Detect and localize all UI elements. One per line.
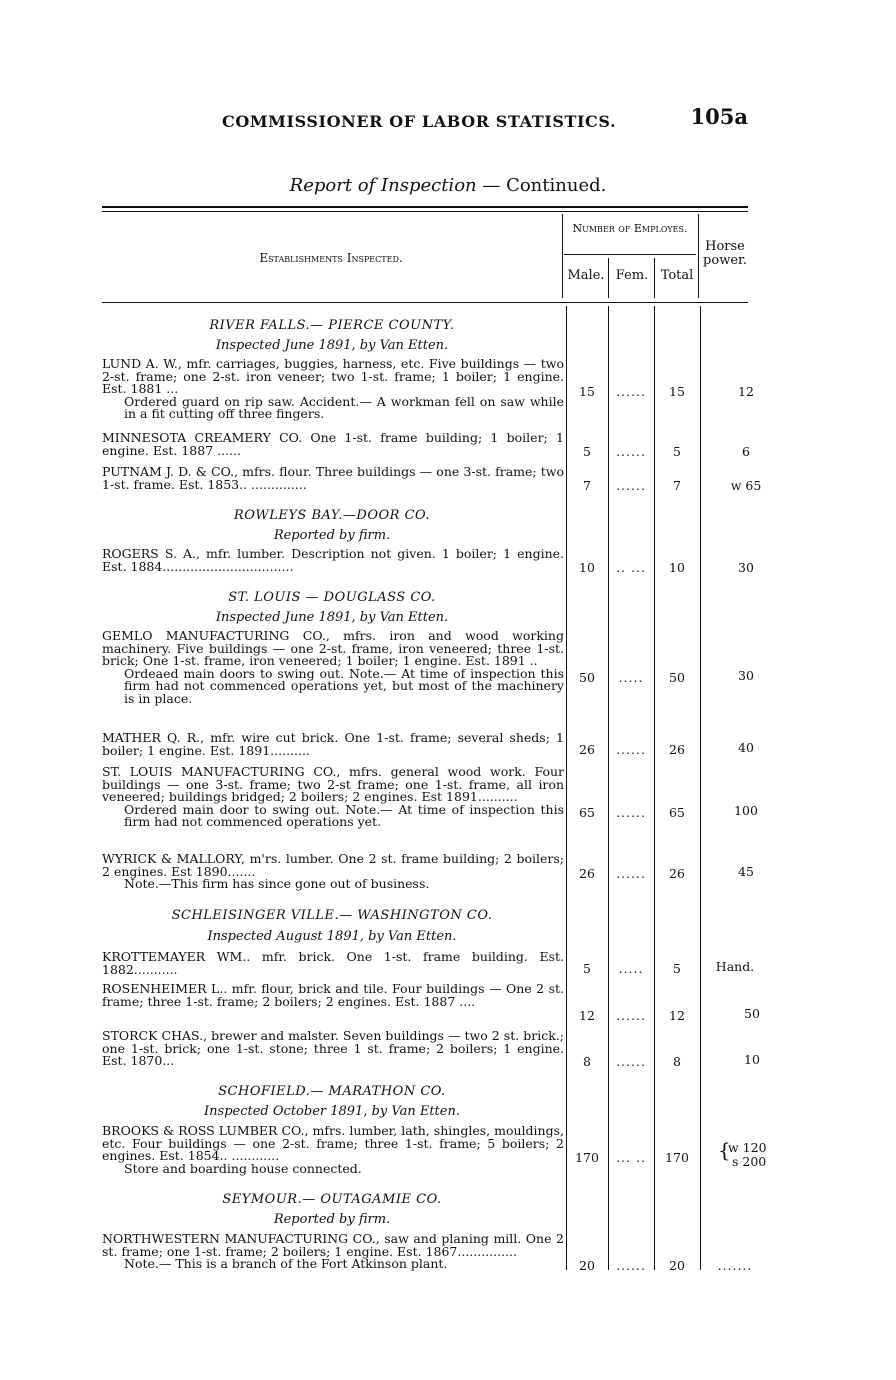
entry-text: GEMLO MANUFACTURING CO., mfrs. iron and wood working machinery. Five buildings — one 2-st. frame, iron veneered; three 1-st. brick; One 1-st. frame, iron veneered; 1 boiler; 1 engine. Est. 1891 .. (102, 628, 564, 668)
horse-power: w 65 (730, 478, 762, 493)
horse-power: 10 (744, 1052, 760, 1067)
fem-count: ...... (616, 478, 646, 493)
header-vline-2 (608, 258, 609, 298)
male-count: 7 (583, 478, 591, 493)
entry-rosenheimer (102, 983, 564, 1008)
male-count: 26 (579, 742, 595, 757)
section-town: ROWLEYS BAY.—DOOR CO. (233, 508, 431, 523)
header-vline-1 (562, 214, 563, 298)
section-town: SCHOFIELD.— MARATHON CO. (218, 1084, 446, 1099)
section-inspected (102, 1212, 562, 1227)
entry-note: Store and boarding house connected. (124, 1160, 362, 1176)
entry-note: Ordeaed main doors to swing out. Note.— At time of inspection this firm had not commenced operations yet, but most of the machinery is in place. (124, 665, 564, 706)
total-count: 5 (673, 961, 681, 976)
horse-power: 100 (734, 803, 758, 818)
total-count: 15 (669, 384, 685, 399)
horse-power: Hand. (715, 959, 755, 974)
horse-power: 50 (744, 1006, 760, 1021)
horse-power: ....... (717, 1258, 753, 1273)
total-count: 65 (669, 805, 685, 820)
section-town: RIVER FALLS.— PIERCE COUNTY. (209, 318, 455, 333)
total-count: 20 (669, 1258, 685, 1273)
col-header-male: Male. (567, 268, 605, 283)
entry-storck (102, 1030, 564, 1068)
col-header-horse-power: Horse power. (703, 239, 747, 268)
total-count: 5 (673, 444, 681, 459)
horse-power: 30 (738, 560, 754, 575)
entry-text: MINNESOTA CREAMERY CO. One 1-st. frame building; 1 boiler; 1 engine. Est. 1887 ...... (102, 430, 564, 458)
male-count: 170 (575, 1150, 599, 1165)
entry-note: Note.— This is a branch of the Fort Atkinson plant. (124, 1256, 448, 1271)
body-vline-fem (608, 306, 609, 1270)
entry-putnam (102, 466, 564, 491)
section-inspected (102, 610, 562, 625)
inspected-text: Inspected August 1891, by Van Etten. (207, 929, 457, 944)
entry-note: Ordered main door to swing out. Note.— At time of inspection this firm had not commenced operations yet. (124, 801, 564, 829)
section-inspected (102, 929, 562, 944)
entry-text: LUND A. W., mfr. carriages, buggies, harness, etc. Five buildings — two 2-st. frame; one 2-st. iron veneer; two 1-st. frame; 1 boiler; 1 engine. Est. 1881 ... (102, 356, 564, 396)
horse-power: 6 (742, 444, 750, 459)
male-count: 10 (579, 560, 595, 575)
table-header-bottom-rule (102, 302, 748, 303)
entry-northwestern (102, 1233, 564, 1271)
entry-text: MATHER Q. R., mfr. wire cut brick. One 1-st. frame; several sheds; 1 boiler; 1 engine. Est. 1891.......... (102, 730, 564, 758)
male-count: 65 (579, 805, 595, 820)
section-inspected (102, 1104, 562, 1119)
subtitle-rest: — Continued. (476, 175, 607, 196)
fem-count: ...... (616, 1258, 646, 1273)
entry-text: STORCK CHAS., brewer and malster. Seven buildings — two 2 st. brick.; one 1-st. brick; one 1-st. stone; three 1 st. frame; 2 boilers; 1 engine. Est. 1870... (102, 1028, 564, 1068)
male-count: 8 (583, 1054, 591, 1069)
fem-count: ...... (616, 805, 646, 820)
entry-st-louis-mfg (102, 766, 564, 829)
entry-minnesota-creamery (102, 432, 564, 457)
horse-power: 12 (738, 384, 754, 399)
entry-mather (102, 732, 564, 757)
subtitle-italic: Report of Inspection (289, 175, 477, 196)
horse-power-2: s 200 (732, 1154, 767, 1169)
entry-text: KROTTEMAYER WM.. mfr. brick. One 1-st. frame building. Est. 1882........... (102, 949, 564, 977)
entry-text: BROOKS & ROSS LUMBER CO., mfrs. lumber, lath, shingles, mouldings, etc. Four buildings — one 2-st. frame; three 1-st. frame; 5 boilers; 2 engines. Est. 1854.. ............ (102, 1123, 564, 1163)
body-vline-total (654, 306, 655, 1270)
fem-count: ...... (616, 1008, 646, 1023)
fem-count: ...... (616, 742, 646, 757)
male-count: 5 (583, 444, 591, 459)
male-count: 15 (579, 384, 595, 399)
total-count: 26 (669, 742, 685, 757)
section-inspected (102, 528, 562, 543)
fem-count: ...... (616, 866, 646, 881)
header-vline-3 (654, 258, 655, 298)
page-number: 105a (690, 104, 748, 129)
entry-lund (102, 358, 564, 421)
total-count: 12 (669, 1008, 685, 1023)
entry-brooks-ross (102, 1125, 564, 1175)
male-count: 26 (579, 866, 595, 881)
entry-text: PUTNAM J. D. & CO., mfrs. flour. Three buildings — one 3-st. frame; two 1-st. frame. Est. 1853.. .............. (102, 464, 564, 492)
total-count: 50 (669, 670, 685, 685)
running-title: COMMISSIONER OF LABOR STATISTICS. (222, 112, 617, 131)
entry-rogers (102, 548, 564, 573)
entry-text: ROSENHEIMER L.. mfr. flour, brick and tile. Four buildings — One 2 st. frame; three 1-st. frame; 2 boilers; 2 engines. Est. 1887 .... (102, 981, 564, 1009)
fem-count: .. ... (616, 560, 646, 575)
entry-note: Note.—This firm has since gone out of business. (124, 876, 430, 891)
total-count: 8 (673, 1054, 681, 1069)
col-header-total: Total (660, 268, 694, 283)
fem-count: ...... (616, 1054, 646, 1069)
inspected-text: Inspected October 1891, by Van Etten. (204, 1104, 460, 1119)
page-subtitle (0, 175, 896, 196)
fem-count: ...... (616, 384, 646, 399)
horse-power: 30 (738, 668, 754, 683)
entry-note: Ordered guard on rip saw. Accident.— A workman fell on saw while in a fit cutting off three fingers. (124, 393, 564, 421)
horse-power: 45 (738, 864, 754, 879)
entry-text: ROGERS S. A., mfr. lumber. Description not given. 1 boiler; 1 engine. Est. 1884................................. (102, 546, 564, 574)
entry-krottemayer (102, 951, 564, 976)
inspected-text: Reported by firm. (273, 1212, 391, 1227)
entry-text: NORTHWESTERN MANUFACTURING CO., saw and planing mill. One 2 st. frame; one 1-st. frame; 2 boilers; 1 engine. Est. 1867............... (102, 1231, 564, 1259)
section-town: SCHLEISINGER VILLE.— WASHINGTON CO. (171, 908, 493, 923)
horse-power-brace: { (718, 1138, 731, 1162)
fem-count: ..... (618, 670, 644, 685)
col-header-establishments: Establishments Inspected. (259, 251, 403, 265)
section-town: SEYMOUR.— OUTAGAMIE CO. (222, 1192, 442, 1207)
body-vline-male (566, 306, 567, 1270)
entry-text: WYRICK & MALLORY, m'rs. lumber. One 2 st. frame building; 2 boilers; 2 engines. Est 1890....... (102, 851, 564, 879)
total-count: 10 (669, 560, 685, 575)
male-count: 20 (579, 1258, 595, 1273)
entry-gemlo (102, 630, 564, 705)
fem-count: ..... (618, 961, 644, 976)
male-count: 12 (579, 1008, 595, 1023)
inspected-text: Inspected June 1891, by Van Etten. (215, 338, 449, 353)
total-count: 170 (665, 1150, 689, 1165)
inspected-text: Inspected June 1891, by Van Etten. (215, 610, 449, 625)
table-top-rule (102, 206, 748, 208)
total-count: 26 (669, 866, 685, 881)
employes-subrule (564, 254, 696, 255)
section-town: ST. LOUIS — DOUGLASS CO. (228, 590, 436, 605)
header-vline-4 (698, 214, 699, 298)
male-count: 5 (583, 961, 591, 976)
col-header-fem: Fem. (615, 268, 649, 283)
body-vline-hp (700, 306, 701, 1270)
horse-power: 40 (738, 740, 754, 755)
col-header-employes: Number of Employes. (572, 222, 688, 235)
table-top-rule-2 (102, 211, 748, 212)
section-inspected (102, 338, 562, 353)
total-count: 7 (673, 478, 681, 493)
fem-count: ...... (616, 444, 646, 459)
male-count: 50 (579, 670, 595, 685)
horse-power: w 120 (728, 1140, 767, 1155)
inspected-text: Reported by firm. (273, 528, 391, 543)
fem-count: ... .. (616, 1150, 646, 1165)
entry-wyrick (102, 853, 564, 891)
entry-text: ST. LOUIS MANUFACTURING CO., mfrs. general wood work. Four buildings — one 3-st. frame; two 2-st frame; one 1-st. frame, all iron veneered; buildings bridged; 2 boilers; 2 engines. Est 1891.......... (102, 764, 564, 804)
